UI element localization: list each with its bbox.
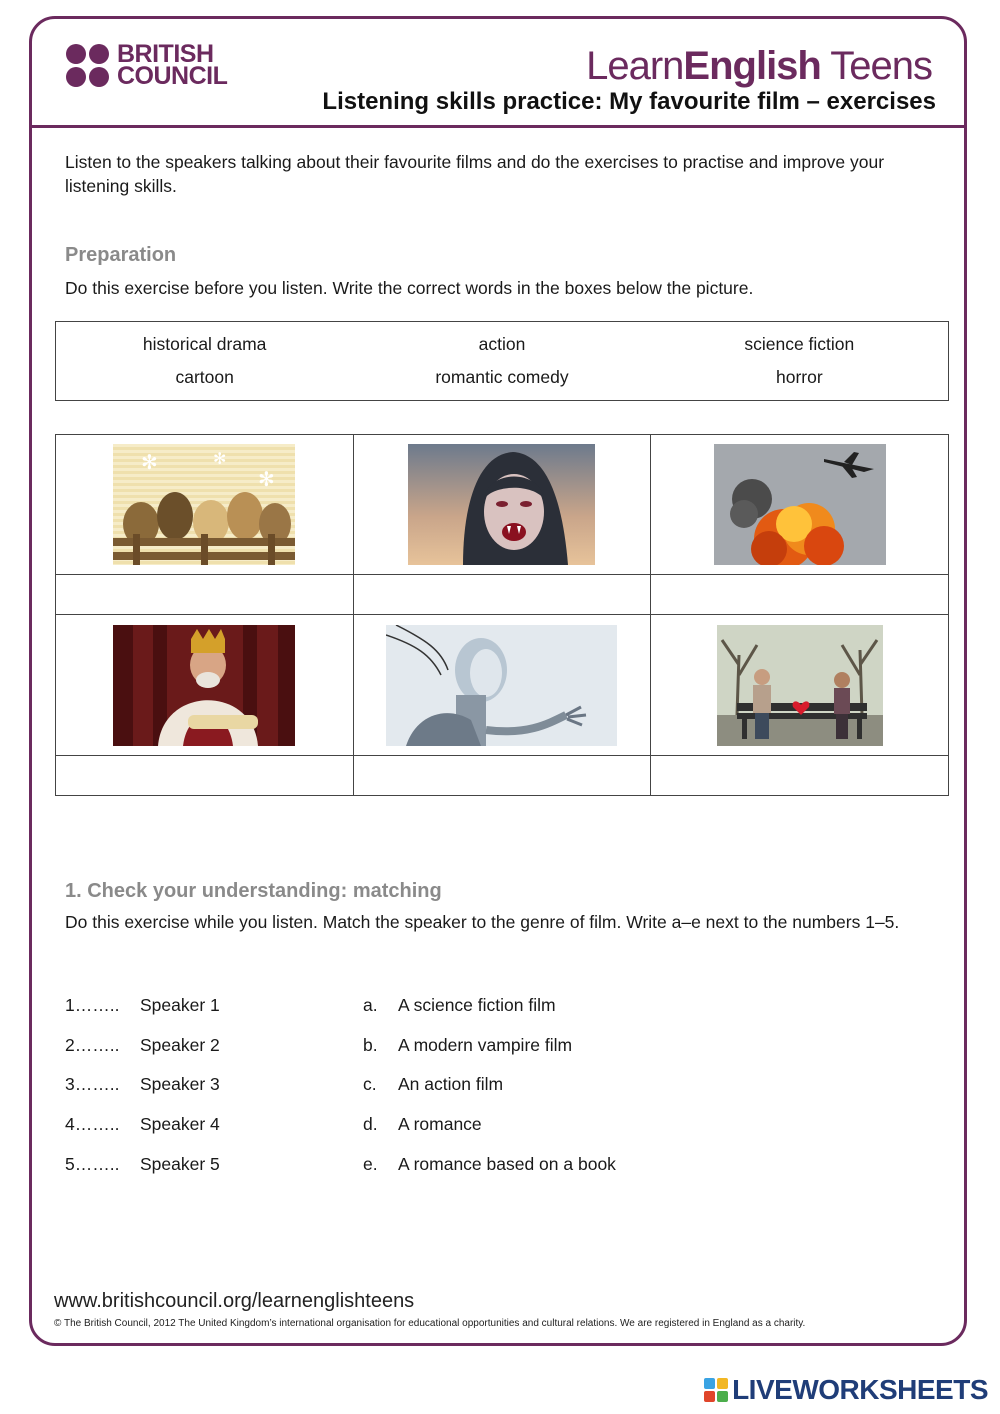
option-letter: b. (363, 1034, 378, 1055)
speaker-label: Speaker 1 (140, 995, 220, 1016)
learnenglish-teens-logo (586, 44, 932, 89)
robot-icon (386, 625, 617, 746)
le-logo-learn: Learn (586, 44, 684, 88)
speaker-label: Speaker 4 (140, 1114, 220, 1135)
footer-copyright: © The British Council, 2012 The United Kingdom’s international organisation for educational opportunities and cultural relations. We are registered in England as a charity. (54, 1318, 806, 1329)
matching-row (65, 1065, 945, 1105)
exercise1-heading: 1. Check your understanding: matching (65, 880, 442, 902)
option-letter: a. (363, 995, 378, 1016)
picture-cell (353, 615, 651, 755)
option-text: A modern vampire film (398, 1034, 573, 1055)
page-title: Listening skills practice: My favourite film – exercises (322, 88, 936, 115)
exercise1-instruction: Do this exercise while you listen. Match the speaker to the genre of film. Write a–e next to the numbers 1–5. (65, 912, 900, 932)
watermark-text: LIVEWORKSHEETS (732, 1374, 988, 1405)
explosion-plane-icon (714, 444, 886, 565)
matching-row (65, 986, 945, 1026)
speaker-label: Speaker 5 (140, 1153, 220, 1174)
le-logo-english: English (683, 44, 821, 88)
word-bank-item: romantic comedy (435, 367, 569, 387)
option-text: An action film (398, 1074, 504, 1095)
option-text: A science fiction film (398, 995, 556, 1016)
picture-cell (651, 615, 949, 755)
couple-on-bench-icon (717, 625, 883, 746)
answer-box[interactable] (651, 755, 949, 795)
answer-blank[interactable]: 4…….. (65, 1114, 120, 1135)
word-bank-item: science fiction (744, 334, 855, 354)
option-letter: d. (363, 1114, 378, 1135)
preparation-heading: Preparation (65, 244, 177, 266)
bc-logo-line1: BRITISH (117, 40, 214, 68)
word-bank-item: action (478, 334, 526, 354)
answer-blank[interactable]: 3…….. (65, 1074, 120, 1095)
picture-cell (56, 435, 354, 575)
british-council-dots-icon (66, 44, 109, 87)
svg-text:✻: ✻ (213, 449, 227, 469)
speaker-label: Speaker 2 (140, 1034, 220, 1055)
svg-text:✻: ✻ (258, 467, 276, 492)
answer-box[interactable] (56, 575, 354, 615)
matching-row (65, 1105, 945, 1145)
bc-logo-line2: COUNCIL (117, 62, 228, 90)
speaker-label: Speaker 3 (140, 1074, 220, 1095)
picture-cell (353, 435, 651, 575)
footer-url[interactable]: www.britishcouncil.org/learnenglishteens (54, 1290, 415, 1312)
liveworksheets-icon (704, 1378, 728, 1402)
answer-blank[interactable]: 5…….. (65, 1153, 120, 1174)
preparation-instruction: Do this exercise before you listen. Write the correct words in the boxes below the picture. (65, 278, 754, 298)
matching-row (65, 1144, 945, 1184)
king-icon (113, 625, 295, 746)
header-divider (31, 125, 966, 128)
liveworksheets-watermark (704, 1374, 988, 1406)
word-bank-item: historical drama (142, 334, 267, 354)
answer-box[interactable] (353, 575, 651, 615)
picture-grid (55, 434, 949, 796)
answer-blank[interactable]: 2…….. (65, 1034, 120, 1055)
matching-row (65, 1026, 945, 1066)
answer-box[interactable] (56, 755, 354, 795)
svg-text:✻: ✻ (141, 450, 159, 475)
vampire-icon (408, 444, 595, 565)
answer-blank[interactable]: 1…….. (65, 995, 120, 1016)
british-council-logo (66, 40, 228, 90)
intro-text: Listen to the speakers talking about their favourite films and do the exercises to practise and improve your listening skills. (65, 152, 885, 196)
matching-list (65, 986, 945, 1184)
answer-box[interactable] (353, 755, 651, 795)
option-letter: e. (363, 1153, 378, 1174)
word-bank (55, 321, 949, 401)
word-bank-item: cartoon (175, 367, 234, 387)
cartoon-horses-icon (113, 444, 295, 565)
option-text: A romance (398, 1114, 482, 1135)
picture-cell (56, 615, 354, 755)
picture-cell (651, 435, 949, 575)
word-bank-item: horror (775, 367, 823, 387)
answer-box[interactable] (651, 575, 949, 615)
option-text: A romance based on a book (398, 1153, 616, 1174)
le-logo-teens: Teens (820, 44, 932, 88)
option-letter: c. (363, 1074, 377, 1095)
